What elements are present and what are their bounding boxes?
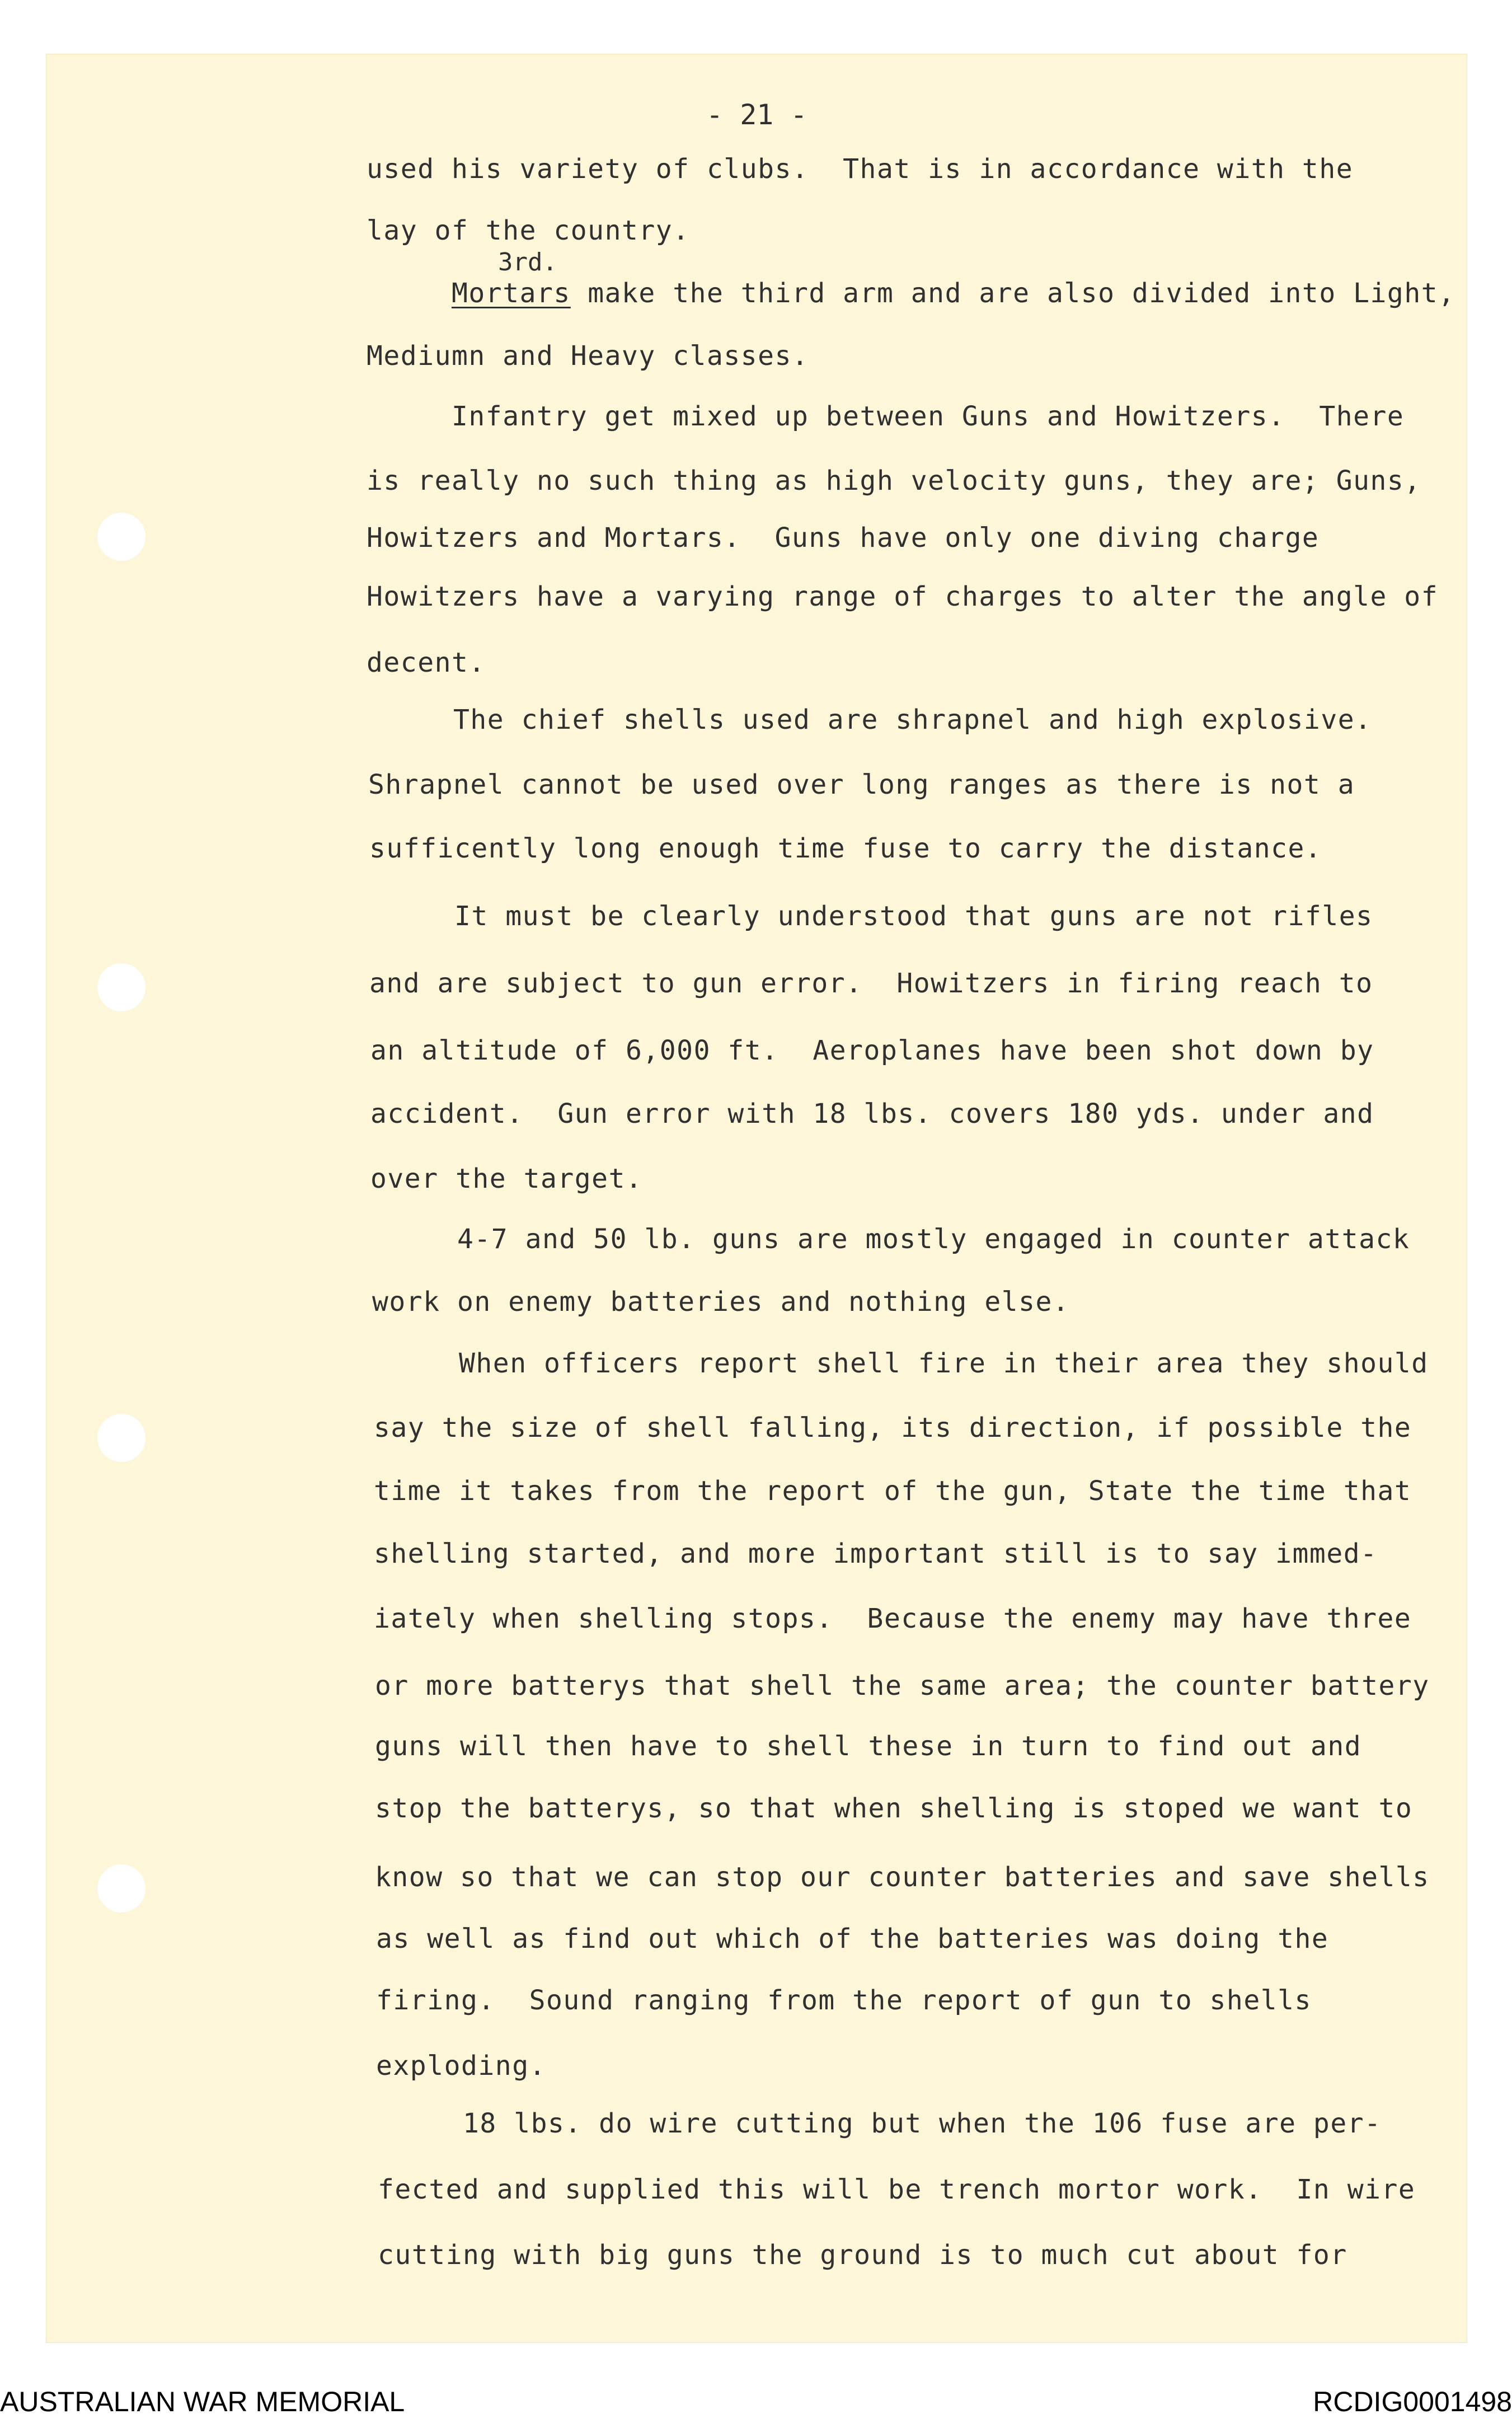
text-line: 4-7 and 50 lb. guns are mostly engaged in counter attack bbox=[372, 1224, 1410, 1255]
text-line: sufficently long enough time fuse to carry the distance. bbox=[369, 833, 1322, 864]
text-line: iately when shelling stops. Because the enemy may have three bbox=[374, 1603, 1412, 1634]
text-line: know so that we can stop our counter batteries and save shells bbox=[375, 1862, 1430, 1893]
footer-institution: AUSTRALIAN WAR MEMORIAL bbox=[0, 2386, 405, 2417]
text-line: fected and supplied this will be trench mortor work. In wire bbox=[378, 2174, 1416, 2205]
text-line: and are subject to gun error. Howitzers in firing reach to bbox=[369, 968, 1373, 999]
text-line: Howitzers and Mortars. Guns have only one diving charge bbox=[367, 522, 1320, 554]
text-line: The chief shells used are shrapnel and high explosive. bbox=[368, 704, 1372, 735]
text-line: shelling started, and more important still is to say immed- bbox=[374, 1538, 1378, 1569]
underlined-heading-word: Mortars bbox=[452, 278, 571, 309]
text-line: lay of the country. bbox=[367, 215, 690, 246]
text-line: Mediumn and Heavy classes. bbox=[367, 340, 809, 372]
text-line: as well as find out which of the batteries was doing the bbox=[376, 1923, 1329, 1954]
line-remainder: make the third arm and are also divided into Light, bbox=[570, 278, 1455, 309]
punch-hole bbox=[97, 1864, 145, 1913]
text-line: decent. bbox=[367, 647, 486, 678]
text-line: used his variety of clubs. That is in accordance with the bbox=[367, 153, 1354, 185]
handwritten-insert: 3rd. bbox=[498, 248, 557, 276]
text-line: or more batterys that shell the same area; the counter battery bbox=[375, 1670, 1430, 1702]
text-line: firing. Sound ranging from the report of gun to shells bbox=[376, 1985, 1312, 2016]
text-line: When officers report shell fire in their area they should bbox=[374, 1348, 1429, 1379]
text-line: over the target. bbox=[370, 1163, 643, 1194]
text-line: an altitude of 6,000 ft. Aeroplanes have been shot down by bbox=[370, 1035, 1374, 1066]
punch-hole bbox=[97, 1414, 145, 1462]
mortars-line bbox=[367, 280, 1455, 307]
text-line: Infantry get mixed up between Guns and Howitzers. There bbox=[367, 401, 1405, 432]
text-line: It must be clearly understood that guns are not rifles bbox=[369, 901, 1373, 932]
text-line: time it takes from the report of the gun, State the time that bbox=[374, 1475, 1412, 1507]
text-line: guns will then have to shell these in turn to find out and bbox=[375, 1731, 1362, 1762]
text-line: say the size of shell falling, its direction, if possible the bbox=[374, 1412, 1412, 1443]
text-line: is really no such thing as high velocity guns, they are; Guns, bbox=[367, 465, 1421, 496]
punch-hole bbox=[97, 963, 145, 1011]
text-line: Howitzers have a varying range of charges to alter the angle of bbox=[367, 581, 1439, 612]
text-line: exploding. bbox=[376, 2050, 546, 2082]
footer-identifier: RCDIG0001498 bbox=[1313, 2386, 1512, 2417]
punch-hole bbox=[97, 513, 145, 561]
text-line: accident. Gun error with 18 lbs. covers 180 yds. under and bbox=[370, 1098, 1374, 1129]
text-line: Shrapnel cannot be used over long ranges as there is not a bbox=[368, 769, 1355, 800]
text-line: stop the batterys, so that when shelling is stoped we want to bbox=[375, 1793, 1413, 1824]
line-indent bbox=[367, 278, 452, 309]
text-line: work on enemy batteries and nothing else. bbox=[372, 1286, 1070, 1318]
text-line: cutting with big guns the ground is to much cut about for bbox=[378, 2239, 1347, 2271]
page-number: - 21 - bbox=[706, 99, 807, 131]
text-line: 18 lbs. do wire cutting but when the 106 fuse are per- bbox=[378, 2108, 1382, 2139]
